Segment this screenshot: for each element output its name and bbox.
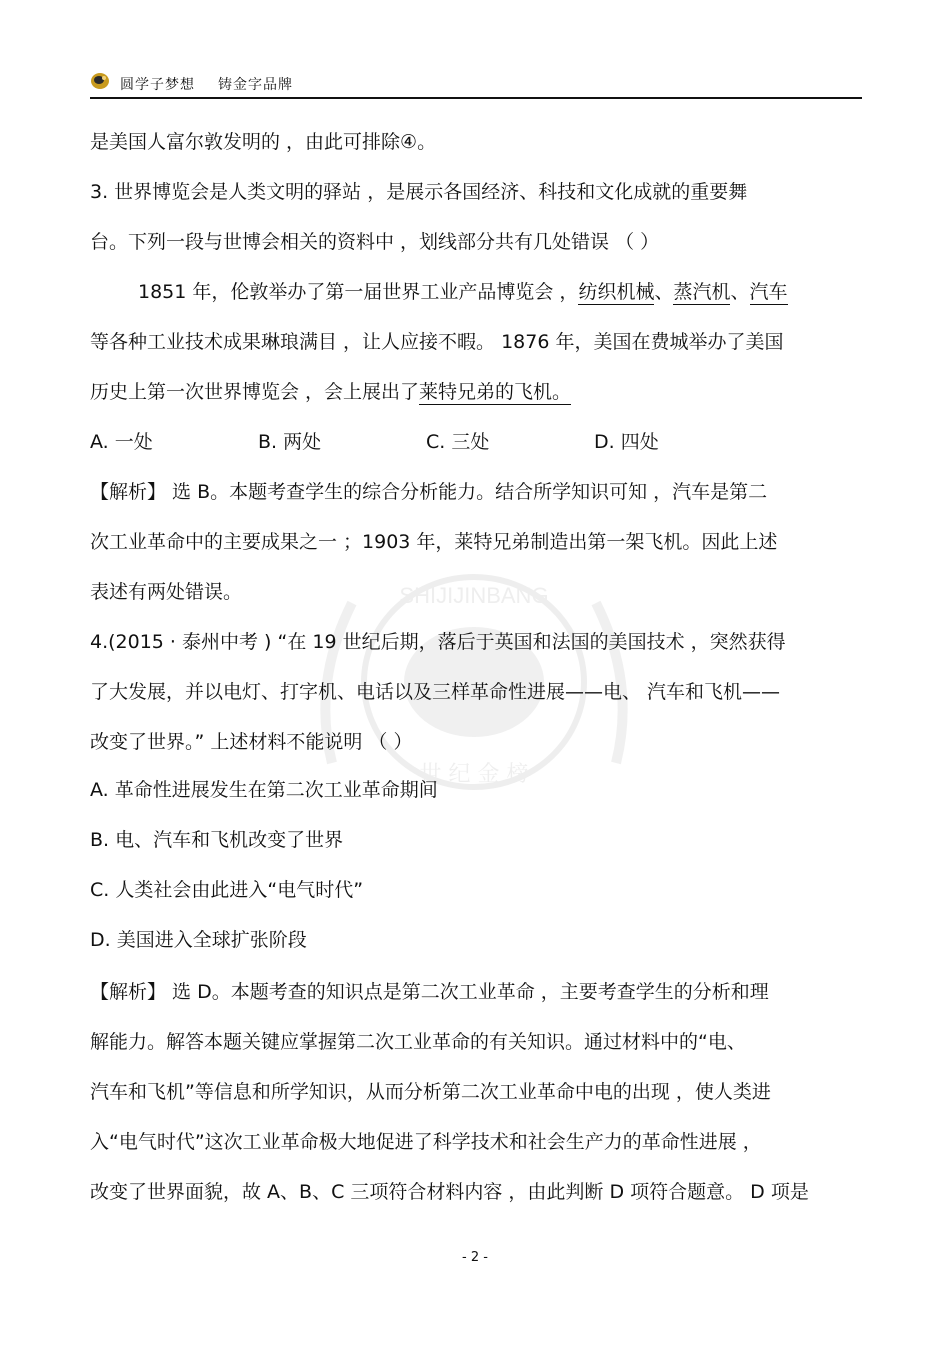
q4-analysis-line-4: 入“电气时代”这次工业革命极大地促进了科学技术和社会生产力的革命性进展 ，	[90, 1131, 762, 1153]
q4-option-a: A. 革命性进展发生在第二次工业革命期间	[90, 779, 438, 801]
underline-steam-engine: 蒸汽机	[673, 281, 731, 303]
q3-analysis-line-3: 表述有两处错误。	[90, 581, 243, 603]
q4-option-c: C. 人类社会由此进入“电气时代”	[90, 879, 364, 901]
q4-option-d: D. 美国进入全球扩张阶段	[90, 929, 307, 951]
q3-passage-line-3	[90, 380, 571, 404]
q3-passage-line-1	[138, 280, 788, 304]
q3-option-a: A. 一处	[90, 431, 153, 453]
header-slogan: 铸金字品牌	[218, 77, 293, 93]
watermark-text-bottom: 世 纪 金 榜	[419, 762, 529, 787]
q3-analysis-line-2: 次工业革命中的主要成果之一 ；1903 年，莱特兄弟制造出第一架飞机。因此上述	[90, 531, 778, 553]
separator: 、	[730, 281, 750, 303]
continuation-text: 是美国人富尔敦发明的 ，由此可排除④。	[90, 131, 437, 153]
underline-textile-machinery: 纺织机械	[578, 281, 655, 303]
underline-automobile: 汽车	[749, 281, 788, 303]
page-number: - 2 -	[462, 1250, 488, 1265]
watermark-text-top: SHIJIJINBANG	[399, 583, 549, 608]
header-brand: 圆学子梦想	[120, 77, 195, 93]
underline-wright-airplane: 莱特兄弟的飞机。	[419, 381, 572, 403]
q4-analysis-line-5: 改变了世界面貌，故 A、B、C 三项符合材料内容 ，由此判断 D 项符合题意。 D 项是	[90, 1181, 809, 1203]
q4-analysis-line-1: 【解析】 选 D。本题考查的知识点是第二次工业革命 ，主要考查学生的分析和理	[90, 981, 769, 1003]
q4-analysis-line-2: 解能力。解答本题关键应掌握第二次工业革命的有关知识。通过材料中的“电、	[90, 1031, 746, 1053]
q4-line-3: 改变了世界。” 上述材料不能说明 （ ）	[90, 731, 413, 753]
q4-line-2: 了大发展，并以电灯、打字机、电话以及三样革命性进展——电、 汽车和飞机——	[90, 681, 781, 703]
q3-analysis-line-1: 【解析】 选 B。本题考查学生的综合分析能力。结合所学知识可知 ，汽车是第二	[90, 481, 768, 503]
q4-option-b: B. 电、汽车和飞机改变了世界	[90, 829, 344, 851]
separator: 、	[654, 281, 674, 303]
q4-analysis-line-3: 汽车和飞机”等信息和所学知识，从而分析第二次工业革命中电的出现 ，使人类进	[90, 1081, 771, 1103]
document-body	[90, 0, 862, 1345]
q3-option-d: D. 四处	[594, 431, 659, 453]
q3-line-2: 台。下列一段与世博会相关的资料中 ，划线部分共有几处错误 （ ）	[90, 231, 660, 253]
q3-option-b: B. 两处	[258, 431, 322, 453]
q3-passage-text: 1851 年，伦敦举办了第一届世界工业产品博览会 ，	[138, 281, 579, 303]
q3-option-c: C. 三处	[426, 431, 490, 453]
q3-passage-line-2: 等各种工业技术成果琳琅满目 ，让人应接不暇。 1876 年，美国在费城举办了美国	[90, 331, 784, 353]
q3-passage-text: 历史上第一次世界博览会 ，会上展出了	[90, 381, 420, 403]
q3-line-1: 3. 世界博览会是人类文明的驿站 ，是展示各国经济、科技和文化成就的重要舞	[90, 181, 748, 203]
q4-line-1: 4.(2015 · 泰州中考 ) “在 19 世纪后期，落后于英国和法国的美国技术 ，突然获得	[90, 631, 786, 653]
